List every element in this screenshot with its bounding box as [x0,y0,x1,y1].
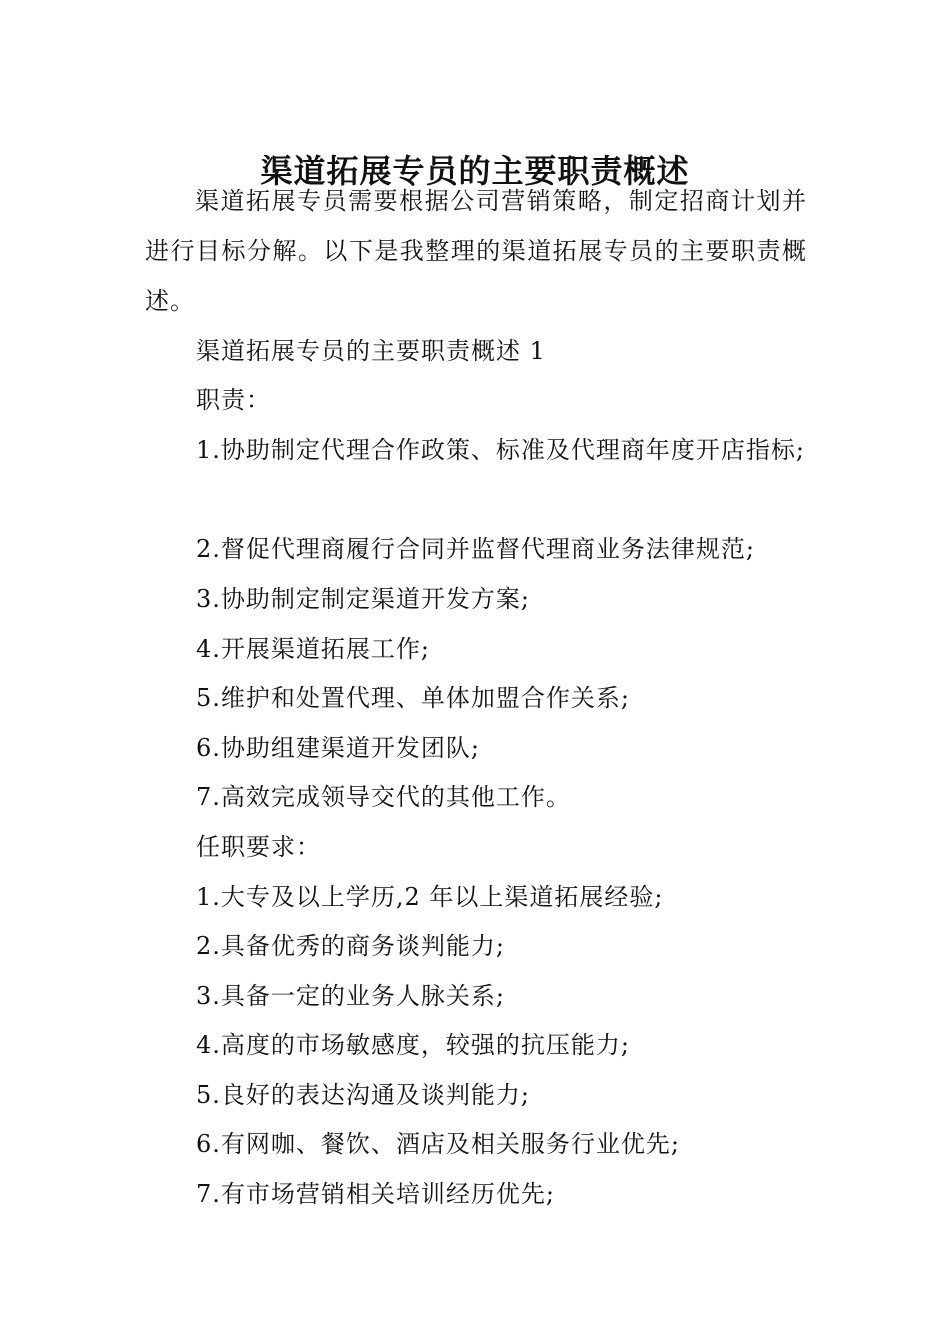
duty-item-7: 7.高效完成领导交代的其他工作。 [196,783,571,811]
duty-item-1: 1.协助制定代理合作政策、标准及代理商年度开店指标; [196,436,805,464]
duty-item-4: 4.开展渠道拓展工作; [196,635,430,663]
document-title: 渠道拓展专员的主要职责概述 [260,152,690,191]
requirement-item-1: 1.大专及以上学历,2 年以上渠道拓展经验; [196,883,664,911]
section-heading: 渠道拓展专员的主要职责概述 1 [196,337,546,365]
requirement-item-6: 6.有网咖、餐饮、酒店及相关服务行业优先; [196,1130,680,1158]
duty-item-2: 2.督促代理商履行合同并监督代理商业务法律规范; [196,535,755,563]
duty-item-3: 3.协助制定制定渠道开发方案; [196,585,530,613]
intro-paragraph: 渠道拓展专员需要根据公司营销策略，制定招商计划并进行目标分解。以下是我整理的渠道拓展专员的主要职责概述。 [145,187,807,315]
requirements-heading: 任职要求： [196,833,321,861]
requirement-item-4: 4.高度的市场敏感度，较强的抗压能力; [196,1031,630,1059]
requirement-item-5: 5.良好的表达沟通及谈判能力; [196,1081,530,1109]
duties-heading: 职责： [196,386,271,414]
requirement-item-2: 2.具备优秀的商务谈判能力; [196,932,505,960]
requirement-item-7: 7.有市场营销相关培训经历优先; [196,1180,555,1208]
requirement-item-3: 3.具备一定的业务人脉关系; [196,982,505,1010]
duty-item-5: 5.维护和处置代理、单体加盟合作关系; [196,684,630,712]
duty-item-6: 6.协助组建渠道开发团队; [196,734,480,762]
